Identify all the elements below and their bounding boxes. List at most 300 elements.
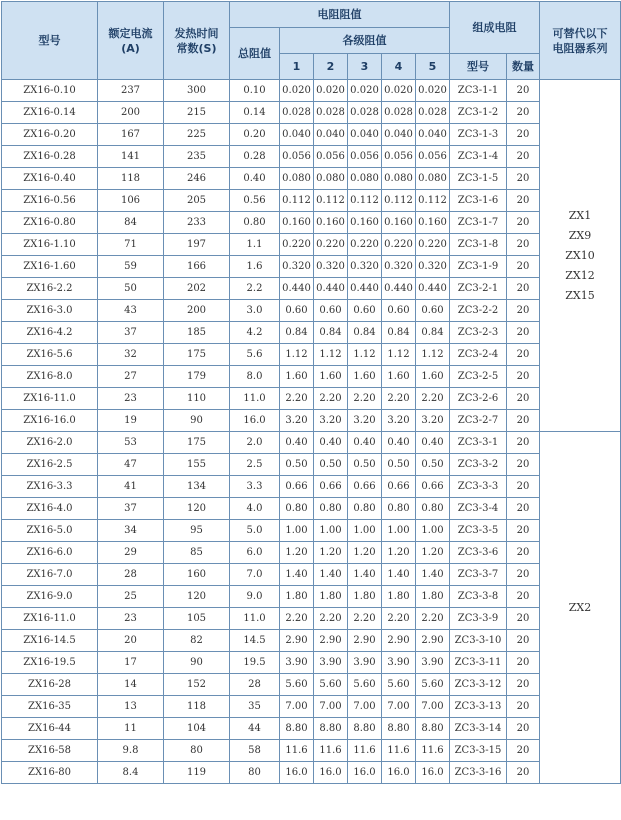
- cell-level-1: 2.90: [280, 630, 314, 652]
- cell-model: ZX16-0.40: [2, 168, 98, 190]
- cell-level-3: 11.6: [348, 740, 382, 762]
- table-row: [2, 388, 621, 410]
- cell-heating-time: 300: [164, 80, 230, 102]
- cell-level-5: 16.0: [416, 762, 450, 784]
- table-row: [2, 410, 621, 432]
- cell-level-1: 0.66: [280, 476, 314, 498]
- cell-rated-current: 41: [98, 476, 164, 498]
- cell-component-qty: 20: [507, 300, 540, 322]
- cell-total-resistance: 8.0: [230, 366, 280, 388]
- cell-rated-current: 84: [98, 212, 164, 234]
- cell-model: ZX16-0.56: [2, 190, 98, 212]
- cell-level-2: 3.20: [314, 410, 348, 432]
- cell-level-1: 0.440: [280, 278, 314, 300]
- cell-component-qty: 20: [507, 234, 540, 256]
- cell-heating-time: 246: [164, 168, 230, 190]
- cell-level-4: 0.080: [382, 168, 416, 190]
- cell-total-resistance: 6.0: [230, 542, 280, 564]
- cell-rated-current: 237: [98, 80, 164, 102]
- cell-model: ZX16-9.0: [2, 586, 98, 608]
- cell-component-qty: 20: [507, 256, 540, 278]
- header-level-1: 1: [280, 54, 314, 80]
- cell-level-3: 16.0: [348, 762, 382, 784]
- table-row: [2, 454, 621, 476]
- cell-rated-current: 53: [98, 432, 164, 454]
- header-model: 型号: [2, 2, 98, 80]
- cell-level-1: 0.50: [280, 454, 314, 476]
- cell-level-3: 3.90: [348, 652, 382, 674]
- cell-rated-current: 11: [98, 718, 164, 740]
- cell-component-model: ZC3-3-4: [450, 498, 507, 520]
- table-row: [2, 762, 621, 784]
- cell-component-qty: 20: [507, 520, 540, 542]
- cell-level-2: 1.12: [314, 344, 348, 366]
- cell-model: ZX16-2.5: [2, 454, 98, 476]
- cell-rated-current: 17: [98, 652, 164, 674]
- cell-heating-time: 90: [164, 410, 230, 432]
- cell-level-2: 0.60: [314, 300, 348, 322]
- cell-level-3: 0.84: [348, 322, 382, 344]
- cell-rated-current: 9.8: [98, 740, 164, 762]
- cell-level-5: 2.20: [416, 388, 450, 410]
- cell-heating-time: 80: [164, 740, 230, 762]
- cell-level-1: 0.040: [280, 124, 314, 146]
- cell-level-2: 0.40: [314, 432, 348, 454]
- cell-model: ZX16-3.3: [2, 476, 98, 498]
- cell-model: ZX16-1.10: [2, 234, 98, 256]
- cell-level-5: 5.60: [416, 674, 450, 696]
- cell-rated-current: 71: [98, 234, 164, 256]
- cell-component-model: ZC3-1-2: [450, 102, 507, 124]
- cell-component-qty: 20: [507, 344, 540, 366]
- cell-heating-time: 152: [164, 674, 230, 696]
- cell-total-resistance: 80: [230, 762, 280, 784]
- cell-level-2: 0.84: [314, 322, 348, 344]
- cell-heating-time: 120: [164, 498, 230, 520]
- cell-level-2: 1.60: [314, 366, 348, 388]
- cell-total-resistance: 2.2: [230, 278, 280, 300]
- cell-level-1: 1.60: [280, 366, 314, 388]
- cell-component-model: ZC3-3-12: [450, 674, 507, 696]
- cell-rated-current: 27: [98, 366, 164, 388]
- cell-level-1: 0.84: [280, 322, 314, 344]
- cell-total-resistance: 0.56: [230, 190, 280, 212]
- cell-total-resistance: 3.3: [230, 476, 280, 498]
- cell-rated-current: 37: [98, 498, 164, 520]
- cell-component-model: ZC3-3-11: [450, 652, 507, 674]
- cell-component-model: ZC3-3-1: [450, 432, 507, 454]
- cell-total-resistance: 0.10: [230, 80, 280, 102]
- cell-total-resistance: 19.5: [230, 652, 280, 674]
- header-level-2: 2: [314, 54, 348, 80]
- cell-total-resistance: 1.1: [230, 234, 280, 256]
- cell-level-1: 0.60: [280, 300, 314, 322]
- cell-heating-time: 166: [164, 256, 230, 278]
- cell-component-qty: 20: [507, 608, 540, 630]
- header-level-3: 3: [348, 54, 382, 80]
- cell-model: ZX16-4.0: [2, 498, 98, 520]
- cell-level-5: 0.220: [416, 234, 450, 256]
- cell-heating-time: 175: [164, 432, 230, 454]
- cell-level-1: 0.056: [280, 146, 314, 168]
- cell-component-model: ZC3-1-1: [450, 80, 507, 102]
- cell-component-qty: 20: [507, 146, 540, 168]
- cell-level-5: 0.080: [416, 168, 450, 190]
- cell-level-4: 0.80: [382, 498, 416, 520]
- cell-heating-time: 202: [164, 278, 230, 300]
- cell-level-1: 0.220: [280, 234, 314, 256]
- cell-component-model: ZC3-2-7: [450, 410, 507, 432]
- table-row: [2, 652, 621, 674]
- cell-level-3: 0.440: [348, 278, 382, 300]
- cell-level-4: 0.160: [382, 212, 416, 234]
- cell-model: ZX16-35: [2, 696, 98, 718]
- cell-model: ZX16-6.0: [2, 542, 98, 564]
- cell-level-4: 0.320: [382, 256, 416, 278]
- header-heating-time: 发热时间 常数(S): [164, 2, 230, 80]
- cell-level-1: 1.40: [280, 564, 314, 586]
- cell-component-model: ZC3-1-9: [450, 256, 507, 278]
- cell-level-5: 0.160: [416, 212, 450, 234]
- table-row: [2, 102, 621, 124]
- cell-heating-time: 104: [164, 718, 230, 740]
- cell-component-model: ZC3-1-7: [450, 212, 507, 234]
- cell-level-5: 2.20: [416, 608, 450, 630]
- cell-level-1: 0.160: [280, 212, 314, 234]
- cell-level-5: 0.040: [416, 124, 450, 146]
- cell-model: ZX16-28: [2, 674, 98, 696]
- table-row: [2, 146, 621, 168]
- cell-level-2: 0.80: [314, 498, 348, 520]
- cell-model: ZX16-11.0: [2, 388, 98, 410]
- cell-total-resistance: 2.0: [230, 432, 280, 454]
- cell-level-4: 1.40: [382, 564, 416, 586]
- cell-level-1: 0.020: [280, 80, 314, 102]
- cell-level-5: 1.80: [416, 586, 450, 608]
- cell-heating-time: 233: [164, 212, 230, 234]
- cell-component-qty: 20: [507, 586, 540, 608]
- cell-level-4: 0.50: [382, 454, 416, 476]
- header-level-5: 5: [416, 54, 450, 80]
- cell-component-qty: 20: [507, 652, 540, 674]
- table-row: [2, 212, 621, 234]
- cell-level-3: 0.40: [348, 432, 382, 454]
- table-row: [2, 168, 621, 190]
- cell-component-qty: 20: [507, 454, 540, 476]
- cell-heating-time: 110: [164, 388, 230, 410]
- cell-model: ZX16-16.0: [2, 410, 98, 432]
- cell-level-1: 1.80: [280, 586, 314, 608]
- cell-heating-time: 134: [164, 476, 230, 498]
- cell-component-qty: 20: [507, 564, 540, 586]
- cell-level-2: 1.00: [314, 520, 348, 542]
- cell-model: ZX16-4.2: [2, 322, 98, 344]
- cell-model: ZX16-19.5: [2, 652, 98, 674]
- cell-rated-current: 200: [98, 102, 164, 124]
- cell-rated-current: 28: [98, 564, 164, 586]
- table-body: [2, 80, 621, 784]
- cell-total-resistance: 0.14: [230, 102, 280, 124]
- table-row: [2, 256, 621, 278]
- cell-component-model: ZC3-2-4: [450, 344, 507, 366]
- cell-heating-time: 85: [164, 542, 230, 564]
- cell-level-5: 0.50: [416, 454, 450, 476]
- cell-rated-current: 43: [98, 300, 164, 322]
- cell-total-resistance: 4.0: [230, 498, 280, 520]
- cell-level-4: 2.20: [382, 608, 416, 630]
- cell-level-1: 3.90: [280, 652, 314, 674]
- cell-level-1: 8.80: [280, 718, 314, 740]
- cell-level-1: 1.20: [280, 542, 314, 564]
- cell-level-4: 1.20: [382, 542, 416, 564]
- table-row: [2, 124, 621, 146]
- cell-level-3: 0.66: [348, 476, 382, 498]
- replaces-group-2: [540, 432, 621, 784]
- cell-level-4: 7.00: [382, 696, 416, 718]
- cell-rated-current: 20: [98, 630, 164, 652]
- cell-level-4: 0.040: [382, 124, 416, 146]
- cell-level-4: 0.220: [382, 234, 416, 256]
- cell-component-qty: 20: [507, 212, 540, 234]
- table-row: [2, 542, 621, 564]
- cell-level-5: 0.84: [416, 322, 450, 344]
- cell-level-3: 0.056: [348, 146, 382, 168]
- cell-total-resistance: 11.0: [230, 388, 280, 410]
- table-row: [2, 740, 621, 762]
- cell-component-model: ZC3-3-2: [450, 454, 507, 476]
- cell-level-3: 0.112: [348, 190, 382, 212]
- cell-component-qty: 20: [507, 718, 540, 740]
- cell-heating-time: 95: [164, 520, 230, 542]
- cell-heating-time: 205: [164, 190, 230, 212]
- table-row: [2, 476, 621, 498]
- cell-total-resistance: 5.6: [230, 344, 280, 366]
- cell-total-resistance: 11.0: [230, 608, 280, 630]
- cell-component-qty: 20: [507, 168, 540, 190]
- cell-level-5: 0.112: [416, 190, 450, 212]
- cell-level-5: 3.20: [416, 410, 450, 432]
- cell-component-model: ZC3-3-10: [450, 630, 507, 652]
- cell-heating-time: 215: [164, 102, 230, 124]
- cell-heating-time: 82: [164, 630, 230, 652]
- cell-rated-current: 23: [98, 388, 164, 410]
- cell-component-qty: 20: [507, 278, 540, 300]
- cell-level-2: 2.20: [314, 608, 348, 630]
- cell-total-resistance: 1.6: [230, 256, 280, 278]
- cell-level-5: 1.60: [416, 366, 450, 388]
- cell-rated-current: 47: [98, 454, 164, 476]
- cell-component-model: ZC3-1-8: [450, 234, 507, 256]
- cell-component-model: ZC3-3-5: [450, 520, 507, 542]
- cell-model: ZX16-0.14: [2, 102, 98, 124]
- table-row: [2, 190, 621, 212]
- cell-heating-time: 90: [164, 652, 230, 674]
- cell-heating-time: 185: [164, 322, 230, 344]
- cell-component-model: ZC3-2-3: [450, 322, 507, 344]
- cell-total-resistance: 2.5: [230, 454, 280, 476]
- cell-level-5: 1.12: [416, 344, 450, 366]
- replaces-series-name: ZX12: [565, 268, 595, 282]
- cell-component-model: ZC3-3-3: [450, 476, 507, 498]
- header-rated-current: 额定电流 (A): [98, 2, 164, 80]
- cell-total-resistance: 28: [230, 674, 280, 696]
- cell-total-resistance: 4.2: [230, 322, 280, 344]
- cell-model: ZX16-2.0: [2, 432, 98, 454]
- cell-level-4: 0.66: [382, 476, 416, 498]
- cell-heating-time: 175: [164, 344, 230, 366]
- cell-level-4: 0.40: [382, 432, 416, 454]
- cell-level-4: 0.84: [382, 322, 416, 344]
- cell-level-3: 0.80: [348, 498, 382, 520]
- cell-model: ZX16-5.6: [2, 344, 98, 366]
- cell-level-3: 0.080: [348, 168, 382, 190]
- replaces-series-name: ZX9: [568, 228, 592, 242]
- cell-rated-current: 141: [98, 146, 164, 168]
- cell-total-resistance: 5.0: [230, 520, 280, 542]
- cell-model: ZX16-7.0: [2, 564, 98, 586]
- cell-level-4: 3.20: [382, 410, 416, 432]
- cell-level-3: 0.160: [348, 212, 382, 234]
- cell-level-1: 11.6: [280, 740, 314, 762]
- cell-rated-current: 167: [98, 124, 164, 146]
- cell-level-2: 8.80: [314, 718, 348, 740]
- cell-level-1: 7.00: [280, 696, 314, 718]
- cell-model: ZX16-58: [2, 740, 98, 762]
- cell-component-qty: 20: [507, 410, 540, 432]
- cell-rated-current: 8.4: [98, 762, 164, 784]
- table-row: [2, 630, 621, 652]
- cell-heating-time: 225: [164, 124, 230, 146]
- table-row: [2, 234, 621, 256]
- cell-level-2: 0.220: [314, 234, 348, 256]
- cell-level-2: 1.40: [314, 564, 348, 586]
- table-row: [2, 344, 621, 366]
- cell-rated-current: 118: [98, 168, 164, 190]
- cell-component-qty: 20: [507, 674, 540, 696]
- table-row: [2, 432, 621, 454]
- cell-level-3: 0.220: [348, 234, 382, 256]
- cell-heating-time: 200: [164, 300, 230, 322]
- cell-total-resistance: 0.28: [230, 146, 280, 168]
- replaces-series-name: ZX10: [565, 248, 595, 262]
- cell-level-2: 11.6: [314, 740, 348, 762]
- cell-component-model: ZC3-3-7: [450, 564, 507, 586]
- cell-level-3: 1.00: [348, 520, 382, 542]
- table-row: [2, 300, 621, 322]
- cell-level-4: 3.90: [382, 652, 416, 674]
- cell-model: ZX16-14.5: [2, 630, 98, 652]
- cell-model: ZX16-3.0: [2, 300, 98, 322]
- cell-total-resistance: 14.5: [230, 630, 280, 652]
- header-level-resistance: 各级阻值: [280, 28, 450, 54]
- table-row: [2, 608, 621, 630]
- cell-heating-time: 118: [164, 696, 230, 718]
- cell-level-4: 0.028: [382, 102, 416, 124]
- header-replaces: 可替代以下 电阻器系列: [540, 2, 621, 80]
- cell-level-5: 0.80: [416, 498, 450, 520]
- cell-component-model: ZC3-2-5: [450, 366, 507, 388]
- cell-level-1: 1.12: [280, 344, 314, 366]
- cell-level-3: 1.12: [348, 344, 382, 366]
- cell-level-4: 0.020: [382, 80, 416, 102]
- cell-total-resistance: 16.0: [230, 410, 280, 432]
- table-row: [2, 366, 621, 388]
- cell-component-qty: 20: [507, 696, 540, 718]
- cell-level-5: 7.00: [416, 696, 450, 718]
- cell-rated-current: 29: [98, 542, 164, 564]
- cell-level-4: 0.112: [382, 190, 416, 212]
- cell-rated-current: 23: [98, 608, 164, 630]
- cell-level-4: 16.0: [382, 762, 416, 784]
- cell-total-resistance: 44: [230, 718, 280, 740]
- cell-level-2: 0.080: [314, 168, 348, 190]
- cell-component-qty: 20: [507, 366, 540, 388]
- cell-level-2: 2.90: [314, 630, 348, 652]
- cell-level-1: 5.60: [280, 674, 314, 696]
- cell-component-model: ZC3-3-9: [450, 608, 507, 630]
- cell-rated-current: 32: [98, 344, 164, 366]
- header-level-4: 4: [382, 54, 416, 80]
- cell-level-3: 3.20: [348, 410, 382, 432]
- cell-level-3: 7.00: [348, 696, 382, 718]
- cell-component-model: ZC3-3-6: [450, 542, 507, 564]
- cell-total-resistance: 0.40: [230, 168, 280, 190]
- cell-level-2: 0.66: [314, 476, 348, 498]
- table-row: [2, 586, 621, 608]
- cell-level-2: 0.112: [314, 190, 348, 212]
- cell-level-5: 1.00: [416, 520, 450, 542]
- cell-level-4: 0.440: [382, 278, 416, 300]
- cell-rated-current: 59: [98, 256, 164, 278]
- cell-level-3: 0.50: [348, 454, 382, 476]
- cell-total-resistance: 0.20: [230, 124, 280, 146]
- cell-rated-current: 50: [98, 278, 164, 300]
- table-row: [2, 718, 621, 740]
- cell-level-3: 1.40: [348, 564, 382, 586]
- cell-level-2: 0.160: [314, 212, 348, 234]
- cell-component-qty: 20: [507, 432, 540, 454]
- cell-heating-time: 119: [164, 762, 230, 784]
- cell-total-resistance: 3.0: [230, 300, 280, 322]
- cell-level-2: 0.020: [314, 80, 348, 102]
- cell-model: ZX16-1.60: [2, 256, 98, 278]
- cell-level-2: 1.80: [314, 586, 348, 608]
- cell-level-5: 1.40: [416, 564, 450, 586]
- cell-heating-time: 179: [164, 366, 230, 388]
- cell-total-resistance: 35: [230, 696, 280, 718]
- cell-rated-current: 37: [98, 322, 164, 344]
- cell-model: ZX16-8.0: [2, 366, 98, 388]
- cell-level-1: 1.00: [280, 520, 314, 542]
- cell-rated-current: 34: [98, 520, 164, 542]
- cell-level-2: 0.028: [314, 102, 348, 124]
- cell-model: ZX16-11.0: [2, 608, 98, 630]
- cell-rated-current: 106: [98, 190, 164, 212]
- cell-rated-current: 19: [98, 410, 164, 432]
- cell-model: ZX16-0.28: [2, 146, 98, 168]
- replaces-group-1: [540, 80, 621, 432]
- header-resistance: 电阻阻值: [230, 2, 450, 28]
- cell-level-3: 8.80: [348, 718, 382, 740]
- cell-component-qty: 20: [507, 542, 540, 564]
- cell-level-2: 1.20: [314, 542, 348, 564]
- cell-level-3: 1.20: [348, 542, 382, 564]
- cell-component-qty: 20: [507, 498, 540, 520]
- table-row: [2, 498, 621, 520]
- cell-model: ZX16-80: [2, 762, 98, 784]
- cell-level-3: 0.040: [348, 124, 382, 146]
- cell-level-2: 16.0: [314, 762, 348, 784]
